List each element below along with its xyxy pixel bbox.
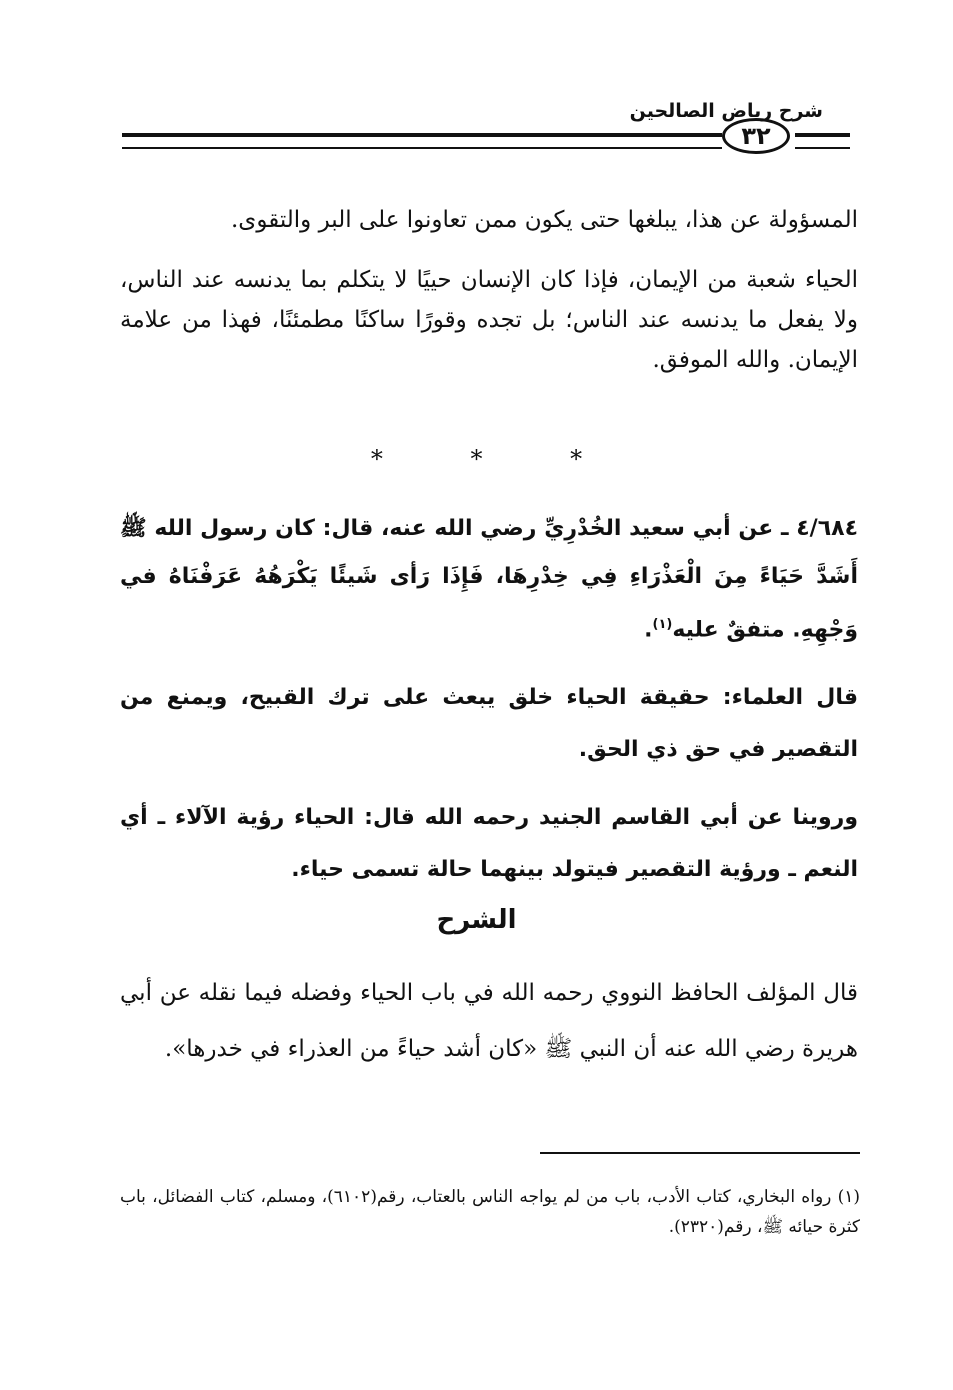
star-3: * xyxy=(570,445,583,473)
commentary-paragraph: قال المؤلف الحافظ النووي رحمه الله في باب الحياء وفضله فيما نقله عن أبي هريرة رضي الله عنه أن النبي ﷺ «كان أشد حياءً من العذراء في خدرها». xyxy=(120,980,858,1062)
header-rule xyxy=(122,133,722,149)
hadith-text xyxy=(120,505,858,654)
paragraph-2: الحياء شعبة من الإيمان، فإذا كان الإنسان حييًا لا يتكلم بما يدنسه عند الناس، ولا يفعل ما يدنسه عند الناس؛ بل تجده وقورًا ساكنًا مطمئنًا، فهذا من علامة الإيمان. والله الموفق. xyxy=(120,267,858,373)
scholars-paragraph-2: وروينا عن أبي القاسم الجنيد رحمه الله قال: الحياء رؤية الآلاء ـ أي النعم ـ ورؤية التقصير فيتولد بينهما حالة تسمى حياء. xyxy=(120,805,858,882)
running-title: شرح رياض الصالحين xyxy=(629,100,823,122)
star-2: * xyxy=(470,445,483,473)
scholars-paragraph-1: قال العلماء: حقيقة الحياء خلق يبعث على ترك القبيح، ويمنع من التقصير في حق ذي الحق. xyxy=(120,685,858,762)
section-heading: الشرح xyxy=(436,905,517,935)
hadith-end: . xyxy=(644,617,653,643)
footnote: (١) رواه البخاري، كتاب الأدب، باب من لم يواجه الناس بالعتاب، رقم(٦١٠٢)، ومسلم، كتاب الفضائل، باب كثرة حيائه ﷺ، رقم(٢٣٢٠). xyxy=(120,1187,860,1237)
header-rule-right xyxy=(795,133,850,149)
hadith-body: ٤/٦٨٤ ـ عن أبي سعيد الخُدْرِيِّ رضي الله عنه، قال: كان رسول الله ﷺ أَشَدَّ حَيَاءً مِنَ الْعَذْرَاءِ فِي خِدْرِهَا، فَإِذَا رَأى شَيئًا يَكْرَهُهُ عَرَفْنَاهُ في وَجْهِهِ. متفقٌ عليه xyxy=(120,516,858,643)
page-number: ٣٢ xyxy=(722,118,790,154)
footnote-rule xyxy=(540,1152,860,1154)
paragraph-1: المسؤولة عن هذا، يبلغها حتى يكون ممن تعاونوا على البر والتقوى. xyxy=(231,207,858,233)
separator-stars xyxy=(0,445,953,473)
footnote-ref: (١) xyxy=(652,617,673,632)
star-1: * xyxy=(370,445,383,473)
